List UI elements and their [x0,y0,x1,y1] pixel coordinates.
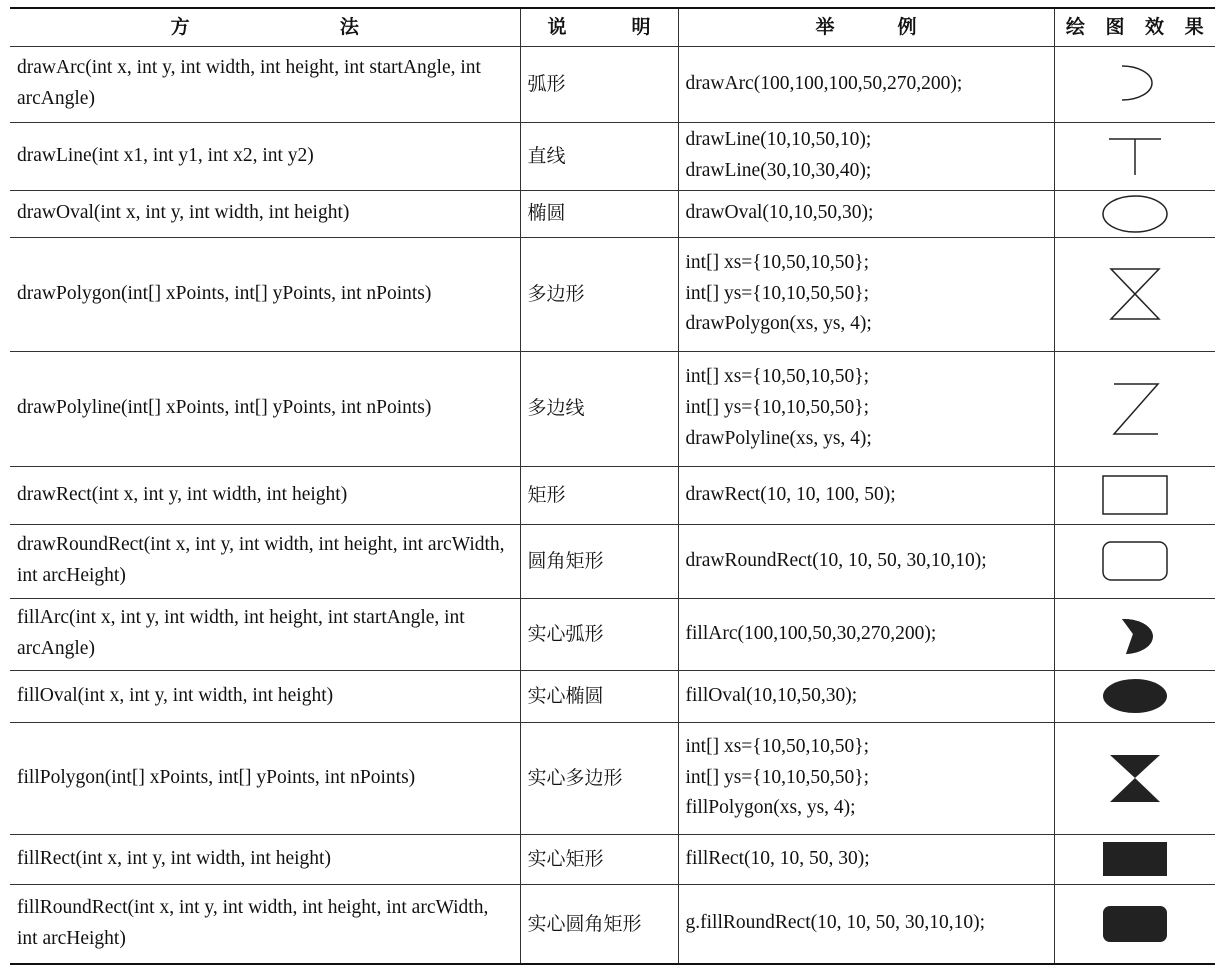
code-line: int[] xs={10,50,10,50}; [685,251,870,273]
method-cell: fillArc(int x, int y, int width, int height, int startAngle, int arcAngle) [10,598,520,670]
description-cell: 矩形 [520,466,678,524]
description-cell: 圆角矩形 [520,524,678,598]
code-line: int[] xs={10,50,10,50}; [685,366,870,388]
effect-cell [1054,46,1215,122]
example-cell [678,351,1054,466]
rect-outline-icon [1100,473,1170,517]
example-cell [678,466,1054,524]
effect-cell [1054,466,1215,524]
code-line: int[] ys={10,10,50,50}; [685,282,870,304]
method-cell: drawRoundRect(int x, int y, int width, int height, int arcWidth, int arcHeight) [10,524,520,598]
method-cell: drawRect(int x, int y, int width, int height) [10,466,520,524]
example-cell [678,122,1054,190]
header-description: 说 明 [520,8,678,46]
code-line: g.fillRoundRect(10, 10, 50, 30,10,10); [685,912,986,934]
hourglass-filled-icon [1100,750,1170,806]
method-cell: fillRect(int x, int y, int width, int height) [10,834,520,884]
t-lines-icon [1100,131,1170,181]
example-cell [678,46,1054,122]
method-cell: drawLine(int x1, int y1, int x2, int y2) [10,122,520,190]
z-polyline-icon [1100,379,1170,439]
graphics-methods-table [10,7,1215,965]
table-row [10,722,1215,834]
arc-outline-icon [1100,59,1170,109]
method-cell: fillPolygon(int[] xPoints, int[] yPoints, int nPoints) [10,722,520,834]
code-line: drawLine(30,10,30,40); [685,160,872,181]
description-cell: 实心椭圆 [520,670,678,722]
effect-cell [1054,884,1215,964]
example-cell [678,670,1054,722]
example-cell [678,190,1054,237]
code-line: drawRect(10, 10, 100, 50); [685,483,896,505]
method-cell: drawPolyline(int[] xPoints, int[] yPoints, int nPoints) [10,351,520,466]
code-line: fillOval(10,10,50,30); [685,684,858,706]
oval-filled-icon [1100,676,1170,716]
code-line: fillRect(10, 10, 50, 30); [685,847,870,869]
example-cell [678,722,1054,834]
description-cell: 多边线 [520,351,678,466]
effect-cell [1054,722,1215,834]
round-rect-filled-icon [1100,903,1170,945]
table-row [10,834,1215,884]
code-line: drawPolyline(xs, ys, 4); [685,427,872,449]
header-effect: 绘 图 效 果 [1054,8,1215,46]
effect-cell [1054,190,1215,237]
oval-outline-icon [1100,193,1170,235]
method-cell: drawArc(int x, int y, int width, int height, int startAngle, int arcAngle) [10,46,520,122]
description-cell: 实心弧形 [520,598,678,670]
table-row [10,237,1215,351]
table-row [10,190,1215,237]
table-row [10,670,1215,722]
example-cell [678,884,1054,964]
header-example: 举 例 [678,8,1054,46]
arc-filled-icon [1100,611,1170,657]
code-line: int[] ys={10,10,50,50}; [685,766,870,788]
header-method: 方 法 [10,8,520,46]
description-cell: 实心圆角矩形 [520,884,678,964]
table-row [10,598,1215,670]
effect-cell [1054,122,1215,190]
code-line: drawRoundRect(10, 10, 50, 30,10,10); [685,549,987,571]
table-row [10,46,1215,122]
effect-cell [1054,670,1215,722]
effect-cell [1054,598,1215,670]
effect-cell [1054,351,1215,466]
table-row [10,524,1215,598]
method-cell: drawPolygon(int[] xPoints, int[] yPoints, int nPoints) [10,237,520,351]
table-row [10,351,1215,466]
code-line: drawOval(10,10,50,30); [685,202,874,224]
effect-cell [1054,834,1215,884]
description-cell: 多边形 [520,237,678,351]
example-cell [678,834,1054,884]
method-cell: fillRoundRect(int x, int y, int width, int height, int arcWidth, int arcHeight) [10,884,520,964]
description-cell: 弧形 [520,46,678,122]
code-line: drawPolygon(xs, ys, 4); [685,313,872,335]
description-cell: 实心矩形 [520,834,678,884]
code-line: fillArc(100,100,50,30,270,200); [685,622,937,644]
example-cell [678,598,1054,670]
rect-filled-icon [1100,839,1170,879]
effect-cell [1054,524,1215,598]
hourglass-outline-icon [1100,264,1170,324]
example-cell [678,237,1054,351]
code-line: int[] xs={10,50,10,50}; [685,735,870,757]
table-row [10,466,1215,524]
code-line: int[] ys={10,10,50,50}; [685,397,870,419]
effect-cell [1054,237,1215,351]
table-row [10,122,1215,190]
method-cell: drawOval(int x, int y, int width, int height) [10,190,520,237]
description-cell: 实心多边形 [520,722,678,834]
header-row [10,8,1215,46]
code-line: drawArc(100,100,100,50,270,200); [685,72,963,94]
example-cell [678,524,1054,598]
table-row [10,884,1215,964]
code-line: drawLine(10,10,50,10); [685,129,872,151]
method-cell: fillOval(int x, int y, int width, int height) [10,670,520,722]
code-line: fillPolygon(xs, ys, 4); [685,797,856,819]
round-rect-outline-icon [1100,539,1170,583]
description-cell: 椭圆 [520,190,678,237]
description-cell: 直线 [520,122,678,190]
